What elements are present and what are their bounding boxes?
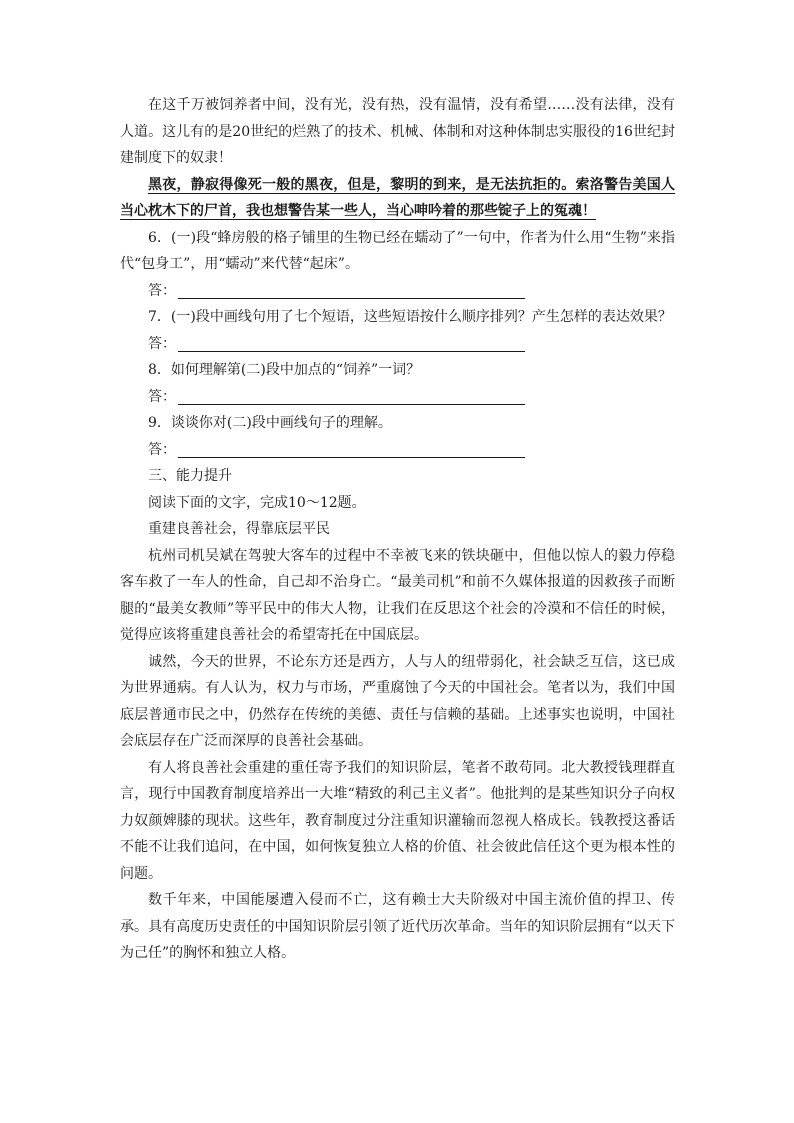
document-page: [120, 92, 675, 967]
answer-label: 答：: [148, 282, 176, 299]
passage-paragraph-2-underlined: [120, 172, 675, 225]
passage-paragraph-1: 在这千万被饲养者中间，没有光，没有热，没有温情，没有希望……没有法律，没有人道。这儿有的是20世纪的烂熟了的技术、机械、体制和对这种体制忠实服役的16世纪封建制度下的奴隶！: [120, 97, 675, 166]
answer-label: 答：: [148, 441, 176, 458]
answer-line[interactable]: [178, 333, 525, 352]
question-6: 6．(一)段“蜂房般的格子铺里的生物已经在蠕动了”一句中，作者为什么用“生物”来指代“包身工”，用“蠕动”来代替“起床”。: [120, 229, 675, 272]
answer-row-8[interactable]: [120, 384, 675, 411]
article-title: 重建良善社会，得靠底层平民: [148, 521, 330, 537]
question-7: 7．(一)段中画线句用了七个短语，这些短语按什么顺序排列？产生怎样的表达效果？: [148, 309, 672, 325]
article-paragraph: 杭州司机吴斌在驾驶大客车的过程中不幸被飞来的铁块砸中，但他以惊人的毅力停稳客车救了一车人的性命，自己却不治身亡。“最美司机”和前不久媒体报道的因救孩子而断腿的“最美女教师”等平民中的伟大人物，让我们在反思这个社会的冷漠和不信任的时候，觉得应该将重建良善社会的希望寄托在中国底层。: [120, 547, 675, 643]
article-paragraph: 有人将良善社会重建的重任寄予我们的知识阶层，笔者不敢苟同。北大教授钱理群直言，现行中国教育制度培养出一大堆“精致的利己主义者”。他批判的是某些知识分子向权力奴颜婢膝的现状。这些年，教育制度过分注重知识灌输而忽视人格成长。钱教授这番话不能不让我们追问，在中国，如何恢复独立人格的价值、社会彼此信任这个更为根本性的问题。: [120, 759, 675, 882]
answer-line[interactable]: [178, 280, 525, 299]
answer-line[interactable]: [178, 439, 525, 458]
underlined-sentence: 黑夜，静寂得像死一般的黑夜，但是，黎明的到来，是无法抗拒的。索洛警告美国人当心枕木下的尸首，我也想警告某一些人，当心呻吟着的那些锭子上的冤魂！: [120, 176, 675, 219]
question-8: 8．如何理解第(二)段中加点的“饲养”一词？: [148, 362, 421, 378]
question-9: 9．谈谈你对(二)段中画线句子的理解。: [148, 415, 392, 431]
answer-row-7[interactable]: [120, 331, 675, 358]
answer-label: 答：: [148, 388, 176, 405]
section-instruction: 阅读下面的文字，完成10～12题。: [148, 494, 366, 511]
answer-row-9[interactable]: [120, 437, 675, 464]
section-heading: 三、能力提升: [148, 468, 232, 484]
answer-label: 答：: [148, 335, 176, 352]
answer-row-6[interactable]: [120, 278, 675, 305]
answer-line[interactable]: [178, 386, 525, 405]
article-paragraph: 诚然，今天的世界，不论东方还是西方，人与人的纽带弱化，社会缺乏互信，这已成为世界通病。有人认为，权力与市场，严重腐蚀了今天的中国社会。笔者以为，我们中国底层普通市民之中，仍然存在传统的美德、责任与信赖的基础。上述事实也说明，中国社会底层存在广泛而深厚的良善社会基础。: [120, 653, 675, 749]
article-paragraph: 数千年来，中国能屡遭入侵而不亡，这有赖士大夫阶级对中国主流价值的捍卫、传承。具有高度历史责任的中国知识阶层引领了近代历次革命。当年的知识阶层拥有“以天下为己任”的胸怀和独立人格。: [120, 892, 675, 961]
